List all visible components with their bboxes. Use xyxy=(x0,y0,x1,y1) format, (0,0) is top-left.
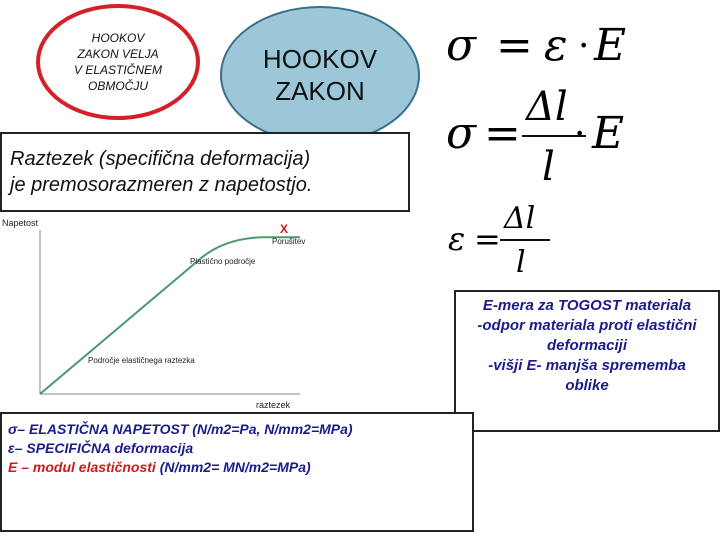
dot-operator: · xyxy=(574,114,586,155)
equals-sign: = xyxy=(474,220,501,258)
stress-strain-curve xyxy=(40,237,300,394)
sigma-symbol: σ xyxy=(446,108,477,159)
annotation-elastic: Področje elastičnega raztezka xyxy=(88,356,195,365)
legend-sigma: σ– ELASTIČNA NAPETOST (N/m2=Pa, N/mm2=MPa) xyxy=(8,421,353,437)
legend-modulus-unit: (N/mm2= MN/m2=MPa) xyxy=(155,459,311,475)
stiffness-line: -višji E- manjša sprememba xyxy=(488,357,686,374)
modulus-symbol: E xyxy=(594,20,627,71)
stiffness-box xyxy=(454,290,720,432)
y-axis-label: Napetost xyxy=(2,218,39,228)
sigma-symbol: σ xyxy=(446,20,477,71)
stiffness-line: deformaciji xyxy=(546,337,628,354)
fraction-numerator: Δl xyxy=(504,201,536,236)
equals-sign: = xyxy=(484,108,521,159)
definition-box xyxy=(0,132,410,212)
stiffness-line: -odpor materiala proti elastični xyxy=(477,317,697,334)
equals-sign: = xyxy=(496,20,533,71)
modulus-symbol: E xyxy=(592,108,625,159)
legend-modulus-label: E – modul elastičnosti xyxy=(8,459,156,475)
fraction-numerator: Δl xyxy=(526,84,568,130)
formula-group xyxy=(440,0,720,290)
x-axis-label: raztezek xyxy=(256,400,291,410)
hooke-law-badge xyxy=(220,6,420,144)
badge-line: HOOKOV xyxy=(91,31,145,45)
stress-strain-chart xyxy=(0,210,320,420)
badge-line: V ELASTIČNEM xyxy=(73,63,163,77)
stiffness-line: E-mera za TOGOST materiala xyxy=(482,297,692,314)
dot-operator: · xyxy=(578,26,590,67)
annotation-plastic: Plastično področje xyxy=(190,257,256,266)
fraction-denominator: l xyxy=(516,245,526,280)
badge-line: HOOKOV xyxy=(262,44,378,74)
break-marker: X xyxy=(280,222,289,237)
epsilon-symbol: ε xyxy=(448,220,466,258)
annotation-fracture: Porušitev xyxy=(272,237,306,246)
badge-line: ZAKON xyxy=(275,76,365,106)
definition-line: Raztezek (specifična deformacija) xyxy=(10,148,311,170)
legend-epsilon: ε– SPECIFIČNA deformacija xyxy=(8,440,194,456)
badge-line: OBMOČJU xyxy=(88,79,148,93)
legend-box xyxy=(0,412,474,532)
epsilon-symbol: ε xyxy=(544,20,568,71)
definition-line: je premosorazmeren z napetostjo. xyxy=(10,174,313,196)
formula-sigma-strain-e xyxy=(446,84,624,190)
stiffness-line: oblike xyxy=(565,377,609,394)
formula-sigma-eps-e xyxy=(446,20,626,71)
formula-strain xyxy=(448,201,550,280)
legend-modulus xyxy=(8,458,472,477)
fraction-denominator: l xyxy=(542,144,555,190)
badge-line: ZAKON VELJA xyxy=(77,47,159,61)
hooke-validity-badge xyxy=(36,4,200,120)
